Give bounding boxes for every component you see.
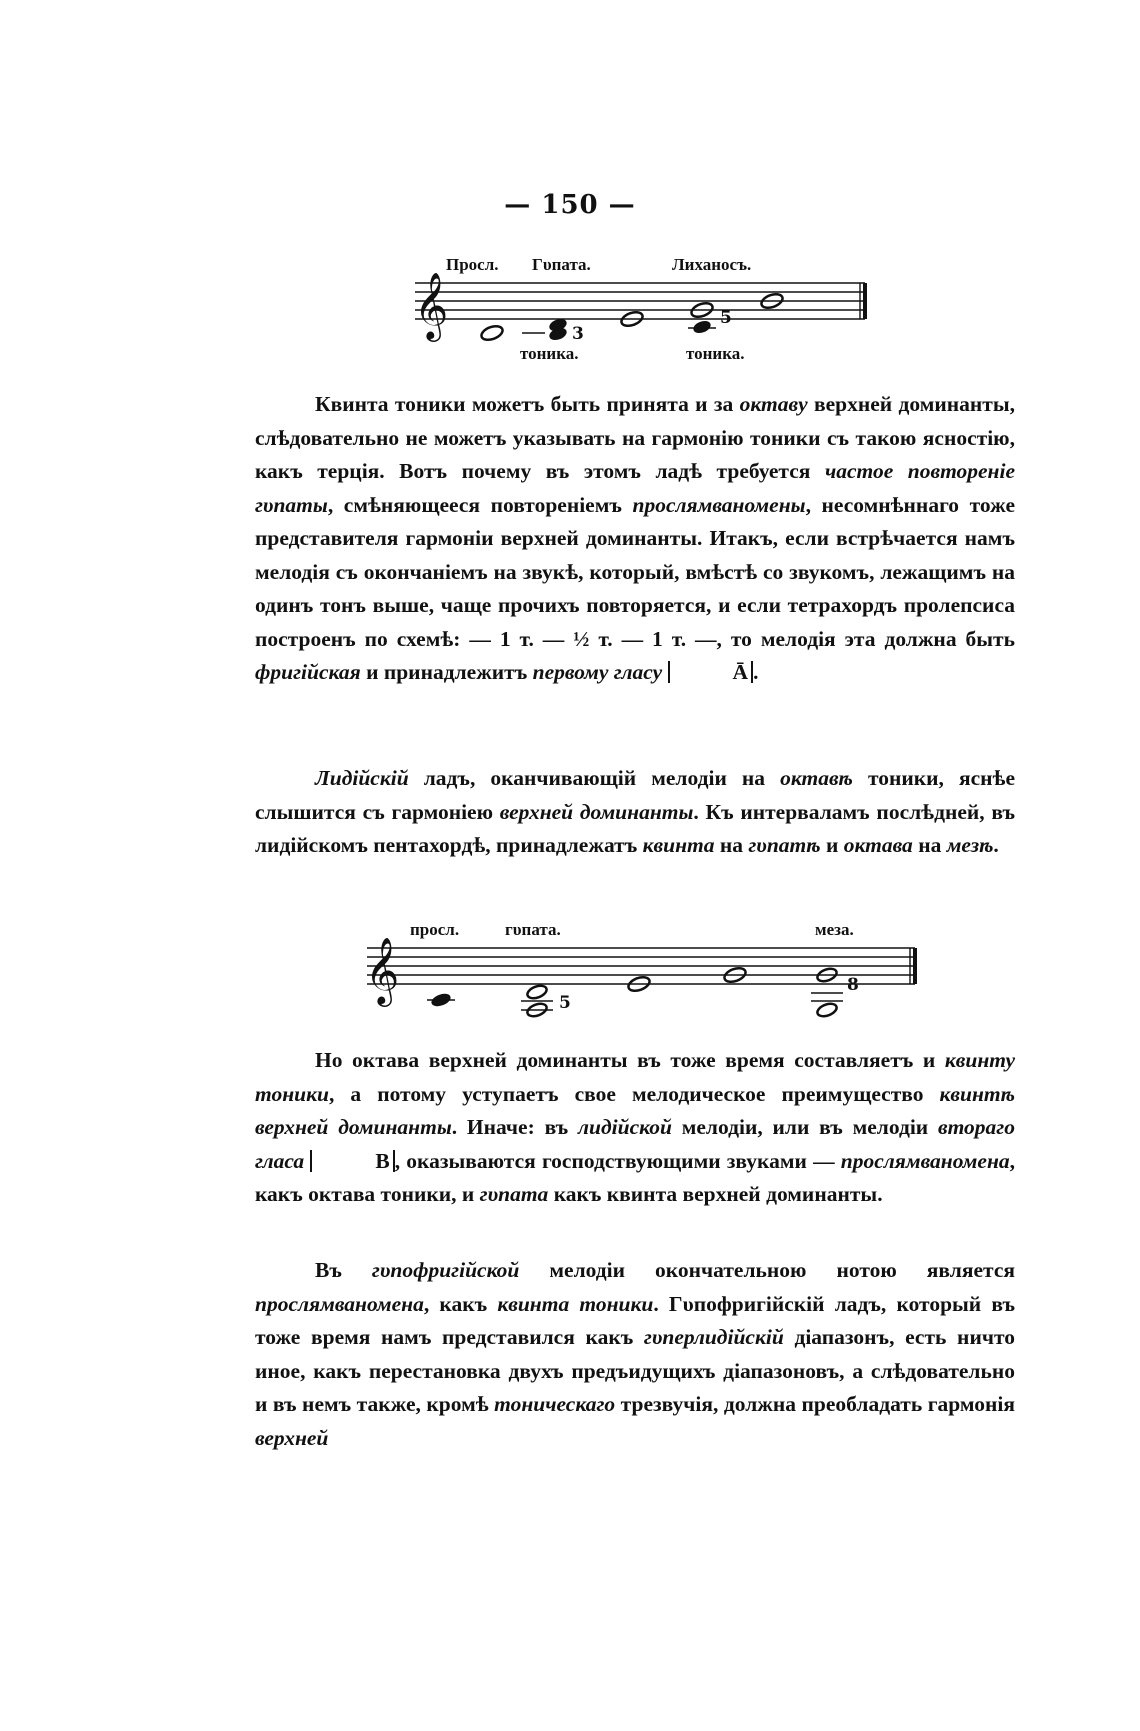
paragraph-4-text: Въ гυпофригійской мелодіи окончательною нотою является прослямваномена, какъ квинта тоники. Гυпофригійскій ладъ, который въ тоже время намъ представился какъ гυперлидійскій діапазонъ, есть ничто иное, какъ перестановка двухъ предъидущихъ діапазоновъ, а слѣдовательно и въ немъ также, кромѣ тоническаго трезвучія, должна преобладать гармонія верхней — [255, 1258, 1015, 1450]
paragraph-2-text: Лидійскій ладъ, оканчивающій мелодіи на октавѣ тоники, яснѣе слышится съ гармоніею верхней доминанты. Къ интерваламъ послѣдней, въ лидійскомъ пентахордѣ, принадлежатъ квинта на гυпатѣ и октава на мезѣ. — [255, 766, 1015, 857]
staff1-note-4b — [692, 319, 713, 335]
paragraph-1-text: Квинта тоники можетъ быть принята и за октаву верхней доминанты, слѣдовательно не можетъ указывать на гармонію тоники съ такою ясностію, какъ терція. Вотъ почему въ этомъ ладѣ требуется частое повтореніе гυпаты, смѣняющееся повтореніемъ прослямваномены, несомнѣннаго тоже представителя гармоніи верхней доминанты. Итакъ, если встрѣчается намъ мелодія съ окончаніемъ на звукѣ, который, вмѣстѣ со звукомъ, лежащимъ на одинъ тонъ выше, чаще прочихъ повторяется, и если тетрахордъ пролепсиса построенъ по схемѣ: — 1 т. — ½ т. — 1 т. —, то мелодія эта должна быть фригійская и принадлежитъ первому гласу Ā . — [255, 392, 1016, 684]
staff1-label-tonic-1: тоника. — [520, 344, 579, 363]
staff1-svg — [400, 255, 870, 365]
glas-mark-v: В — [310, 1150, 394, 1172]
treble-clef-2-icon: 𝄞 — [365, 936, 400, 1004]
music-staff-2 — [355, 920, 925, 1030]
staff2-interval-5: 5 — [559, 993, 571, 1013]
staff2-note-2a — [526, 983, 549, 1000]
staff1-interval-3: 3 — [572, 324, 584, 344]
paragraph-2 — [255, 762, 1015, 863]
staff2-note-5b — [816, 1001, 839, 1018]
staff2-interval-8: 8 — [847, 975, 859, 995]
treble-clef-icon: 𝄞 — [414, 271, 449, 339]
staff1-label-lichanos: Лиханосъ. — [672, 255, 752, 274]
page-number: — 150 — — [504, 190, 636, 220]
staff2-svg — [355, 920, 925, 1030]
staff2-label-prosl: просл. — [410, 920, 460, 939]
staff1-label-prosl: Просл. — [446, 255, 499, 274]
paragraph-3 — [255, 1044, 1015, 1212]
staff2-label-mese: меза. — [815, 920, 854, 939]
staff1-interval-5: 5 — [720, 308, 732, 328]
staff2-label-hypata: гυпата. — [505, 920, 561, 939]
staff1-note-1 — [480, 324, 505, 343]
paragraph-1 — [255, 388, 1015, 690]
staff1-label-tonic-2: тоника. — [686, 344, 745, 363]
staff1-label-hypata: Гυпата. — [532, 255, 591, 274]
paragraph-4 — [255, 1254, 1015, 1455]
paragraph-3-text: Но октава верхней доминанты въ тоже время составляетъ и квинту тоники, а потому уступаетъ свое мелодическое преимущество квинтѣ верхней доминанты. Иначе: въ лидійской мелодіи, или въ мелодіи втораго гласа В , оказываются господствующими звуками — прослямваномена, какъ октава тоники, и гυпата какъ квинта верхней доминанты. — [255, 1048, 1016, 1206]
music-staff-1 — [400, 255, 870, 365]
glas-mark-a: Ā — [668, 661, 754, 683]
